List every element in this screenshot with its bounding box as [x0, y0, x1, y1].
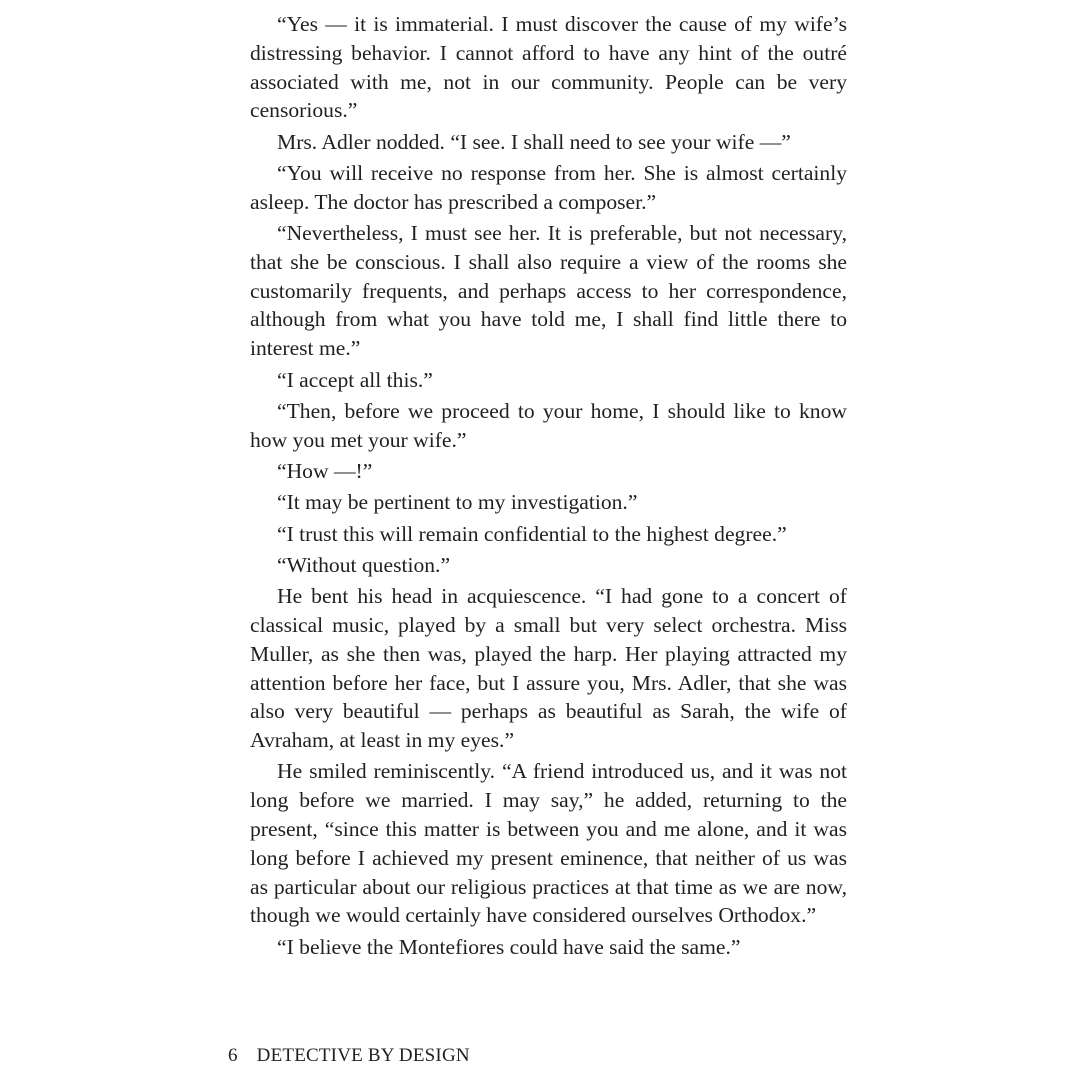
- paragraph-9: “I trust this will remain confidential to the highest degree.”: [277, 521, 787, 546]
- paragraph-4: “Nevertheless, I must see her. It is preferable, but not necessary, that she be conscious. I shall also require a view of the rooms she customarily frequents, and perhaps access to her correspondence, although from what you have told me, I shall find little there to interest me.”: [250, 221, 847, 361]
- paragraph-11: He bent his head in acquiescence. “I had gone to a concert of classical music, played by a small but very select orchestra. Miss Muller, as she then was, played the harp. Her playing attracted my attention before her face, but I assure you, Mrs. Adler, that she was also very beautiful — perhaps as beautiful as Sarah, the wife of Avraham, at least in my eyes.”: [250, 584, 847, 753]
- paragraph-1: “Yes — it is immaterial. I must discover the cause of my wife’s distressing behavior. I cannot afford to have any hint of the outré associated with me, not in our community. People can be very censorious.”: [250, 12, 847, 123]
- paragraph-10: “Without question.”: [277, 552, 451, 577]
- page-number: 6: [228, 1045, 238, 1066]
- paragraph-8: “It may be pertinent to my investigation.”: [277, 490, 638, 515]
- paragraph-6: “Then, before we proceed to your home, I should like to know how you met your wife.”: [250, 398, 847, 452]
- paragraph-5: “I accept all this.”: [277, 367, 433, 392]
- body-text: [250, 10, 847, 964]
- paragraph-3: “You will receive no response from her. She is almost certainly asleep. The doctor has prescribed a composer.”: [250, 160, 847, 214]
- paragraph-2: Mrs. Adler nodded. “I see. I shall need to see your wife —”: [277, 129, 791, 154]
- paragraph-12: He smiled reminiscently. “A friend introduced us, and it was not long before we married. I may say,” he added, returning to the present, “since this matter is between you and me alone, and it was long before I achieved my present eminence, that neither of us was as particular about our religious practices at that time as we are now, though we would certainly have considered ourselves Orthodox.”: [250, 759, 847, 928]
- running-title: DETECTIVE BY DESIGN: [256, 1045, 470, 1066]
- page-footer: [228, 1044, 470, 1068]
- paragraph-13: “I believe the Montefiores could have said the same.”: [277, 934, 741, 959]
- paragraph-7: “How —!”: [277, 458, 373, 483]
